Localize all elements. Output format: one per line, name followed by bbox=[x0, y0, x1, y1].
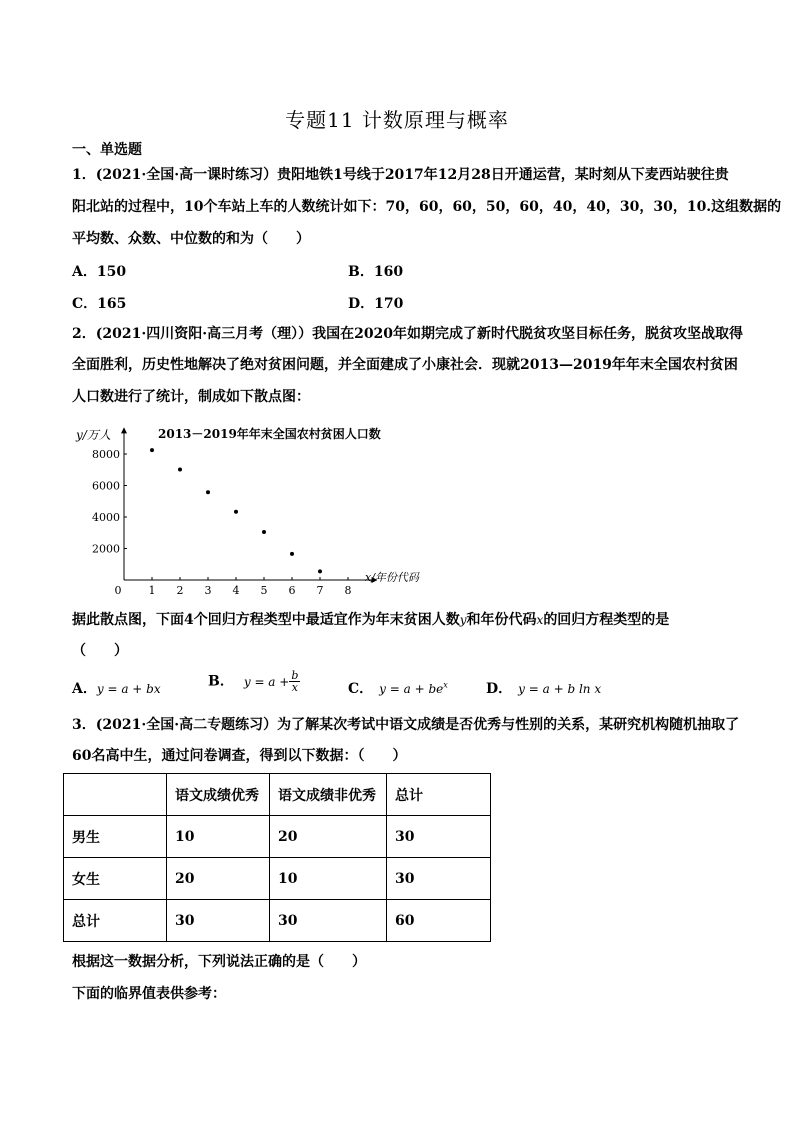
q2-option-b: B． y = a + $\frac{b}{x}$ bbox=[208, 669, 299, 694]
x-tick-label: 2 bbox=[176, 584, 184, 597]
x-tick-label: 8 bbox=[344, 584, 352, 597]
table-cell: 30 bbox=[387, 816, 491, 858]
scatter-chart bbox=[72, 418, 452, 597]
table-row bbox=[64, 858, 491, 900]
table-cell: 30 bbox=[270, 900, 387, 942]
y-tick-label: 4000 bbox=[92, 511, 120, 524]
q3-after-line1: 根据这一数据分析，下列说法正确的是（ ） bbox=[72, 954, 366, 970]
x-tick-label: 6 bbox=[288, 584, 296, 597]
table-cell: 30 bbox=[167, 900, 270, 942]
x-tick-label: 5 bbox=[260, 584, 268, 597]
table-cell: 总计 bbox=[64, 900, 167, 942]
scatter-point bbox=[234, 510, 238, 514]
contingency-table bbox=[63, 773, 491, 942]
q2-line2: 全面胜利，历史性地解决了绝对贫困问题，并全面建成了小康社会．现就2013—2019年年末全国农村贫困 bbox=[72, 357, 738, 373]
x-tick-label: 0 bbox=[114, 584, 122, 597]
q1-line2: 阳北站的过程中，10个车站上车的人数统计如下：70，60，60，50，60，40，40，30，30，10.这组数据的 bbox=[72, 199, 782, 215]
q3-line2: 60名高中生，通过问卷调查，得到以下数据：（ ） bbox=[72, 748, 407, 764]
q1-option-a: A．150 bbox=[72, 264, 127, 280]
table-cell: 10 bbox=[270, 858, 387, 900]
y-tick-label: 2000 bbox=[92, 542, 120, 556]
q1-option-d: D．170 bbox=[348, 296, 404, 312]
q2-option-a: A．y = a + bx bbox=[72, 681, 161, 697]
table-row bbox=[64, 816, 491, 858]
table-cell: 20 bbox=[270, 816, 387, 858]
chart-ylabel: y/万人 bbox=[76, 428, 111, 442]
table-cell: 语文成绩非优秀 bbox=[270, 774, 387, 816]
scatter-point bbox=[178, 467, 182, 471]
scatter-point bbox=[262, 530, 266, 534]
table-cell: 10 bbox=[167, 816, 270, 858]
x-tick-label: 3 bbox=[204, 584, 212, 597]
table-cell: 语文成绩优秀 bbox=[167, 774, 270, 816]
table-row bbox=[64, 900, 491, 942]
y-tick-label: 6000 bbox=[92, 479, 120, 493]
table-cell: 女生 bbox=[64, 858, 167, 900]
q2-option-d: D． y = a + b ln x bbox=[486, 681, 602, 697]
y-tick-label: 8000 bbox=[92, 448, 120, 461]
q2-line1: 2．(2021·四川资阳·高三月考（理））我国在2020年如期完成了新时代脱贫攻坚目标任务，脱贫攻坚战取得 bbox=[72, 326, 744, 342]
section-heading: 一、单选题 bbox=[72, 142, 142, 158]
q2-line3: 人口数进行了统计，制成如下散点图： bbox=[72, 389, 310, 405]
q1-line1: 1．(2021·全国·高一课时练习）贵阳地铁1号线于2017年12月28日开通运营，某时刻从下麦西站驶往贵 bbox=[72, 167, 729, 183]
q1-option-c: C．165 bbox=[72, 296, 127, 312]
fraction-b-over-x: $\frac{b}{x}$ bbox=[291, 669, 299, 694]
table-cell: 30 bbox=[387, 858, 491, 900]
table-cell: 20 bbox=[167, 858, 270, 900]
table-cell: 60 bbox=[387, 900, 491, 942]
x-tick-label: 1 bbox=[148, 584, 156, 597]
q1-line3: 平均数、众数、中位数的和为（ ） bbox=[72, 231, 310, 247]
scatter-point bbox=[206, 490, 210, 494]
chart-xlabel: x/年份代码 bbox=[365, 571, 419, 584]
q3-after-line2: 下面的临界值表供参考： bbox=[72, 986, 226, 1002]
table-cell: 男生 bbox=[64, 816, 167, 858]
q2-after-line2: （ ） bbox=[72, 643, 128, 659]
doc-title: 专题11 计数原理与概率 bbox=[285, 108, 509, 132]
x-tick-label: 4 bbox=[232, 584, 240, 597]
table-cell: 总计 bbox=[387, 774, 491, 816]
scatter-point bbox=[290, 552, 294, 556]
scatter-point bbox=[318, 569, 322, 573]
table-header-row bbox=[64, 774, 491, 816]
q2-after-line1: 据此散点图，下面4个回归方程类型中最适宜作为年末贫困人数y和年份代码x的回归方程类型的是 bbox=[72, 612, 670, 628]
q1-option-b: B．160 bbox=[348, 264, 404, 280]
q3-line1: 3．(2021·全国·高二专题练习）为了解某次考试中语文成绩是否优秀与性别的关系，某研究机构随机抽取了 bbox=[72, 717, 740, 733]
x-tick-label: 7 bbox=[316, 584, 324, 597]
chart-title: 2013－2019年年末全国农村贫困人口数 bbox=[158, 427, 381, 441]
table-cell bbox=[64, 774, 167, 816]
scatter-point bbox=[150, 448, 154, 452]
q2-option-c: C． $y = a + be^x$ bbox=[348, 680, 448, 697]
